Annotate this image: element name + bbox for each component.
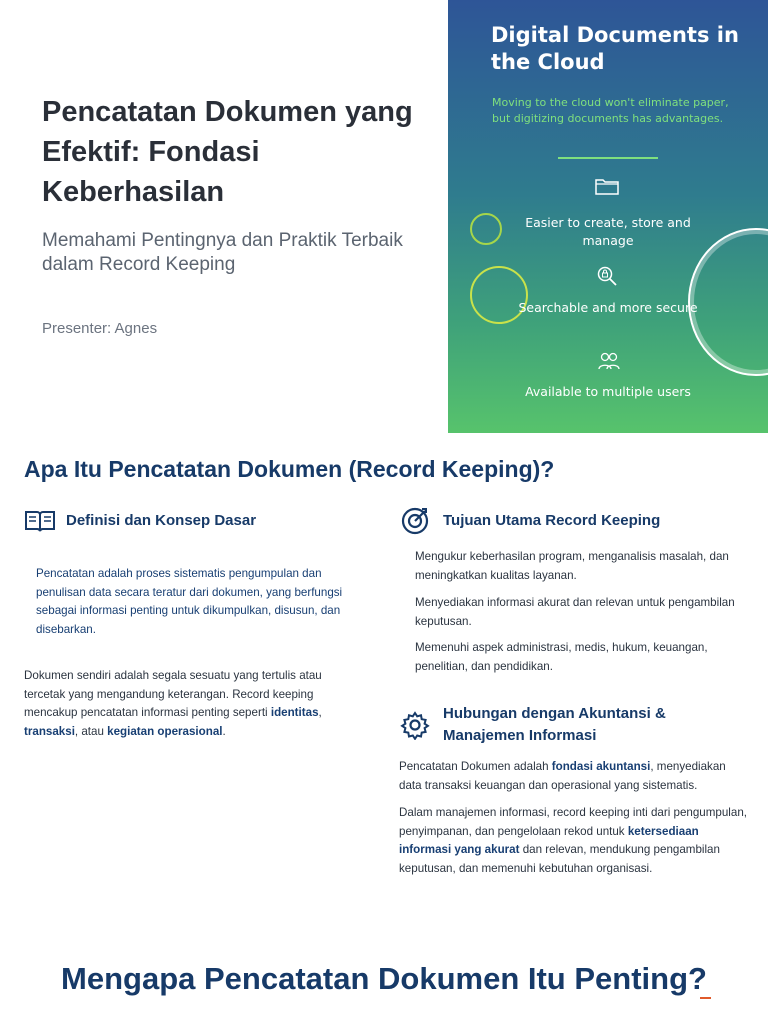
goal-item: Memenuhi aspek administrasi, medis, hukum, keuangan, penelitian, dan pendidikan. xyxy=(415,641,708,673)
infographic-item-create: Easier to create, store and manage xyxy=(525,215,691,248)
keyword-fondasi-akuntansi: fondasi akuntansi xyxy=(551,760,651,773)
keyword-ketersediaan-informasi: ketersediaan informasi yang akurat xyxy=(399,824,699,856)
definition-heading: Definisi dan Konsep Dasar xyxy=(66,512,257,529)
relation-text-4: dan relevan, mendukung pengambilan keputusan, dan memenuhi kebutuhan organisasi. xyxy=(399,843,720,875)
presenter-label: Presenter: Agnes xyxy=(42,320,158,337)
page-subtitle: Memahami Pentingnya dan Praktik Terbaik dalam Record Keeping xyxy=(42,230,403,275)
cloud-infographic xyxy=(448,0,768,433)
relation-text-3: Dalam manajemen informasi, record keeping inti dari pengumpulan, penyimpanan, dan pengelolaan rekod untuk xyxy=(399,806,747,838)
definition-paragraph-1: Pencatatan adalah proses sistematis pengumpulan dan penulisan data secara teratur dari dokumen, yang berfungsi sebagai informasi penting untuk dikumpulkan, disusun, dan disebarkan. xyxy=(36,567,343,636)
decorative-ring-small xyxy=(470,213,502,245)
infographic-lead: Moving to the cloud won't eliminate paper, but digitizing documents has advantages. xyxy=(492,96,729,125)
folder-icon xyxy=(594,176,620,201)
page-title: Pencatatan Dokumen yang Efektif: Fondasi Keberhasilan xyxy=(42,96,413,208)
target-icon xyxy=(400,506,430,541)
goal-item: Menyediakan informasi akurat dan relevan untuk pengambilan keputusan. xyxy=(415,596,735,628)
keyword-kegiatan-operasional: kegiatan operasional xyxy=(107,724,223,738)
infographic-title: Digital Documents in the Cloud xyxy=(491,23,739,74)
goals-heading: Tujuan Utama Record Keeping xyxy=(443,512,661,529)
keyword-transaksi: transaksi xyxy=(24,724,75,738)
infographic-item-users: Available to multiple users xyxy=(525,384,691,399)
accent-underline xyxy=(700,997,711,999)
relation-heading: Hubungan dengan Akuntansi & Manajemen Informasi xyxy=(443,705,666,744)
definition-paragraph-2 xyxy=(24,667,342,741)
users-icon xyxy=(596,351,622,376)
section-title: Apa Itu Pencatatan Dokumen (Record Keeping)? xyxy=(24,456,555,482)
relation-text-2: , menyediakan data transaksi keuangan dan operasional yang sistematis. xyxy=(399,760,726,792)
definition-text-4: . xyxy=(222,724,226,738)
gear-icon xyxy=(400,710,430,745)
goal-item: Mengukur keberhasilan program, menganalisis masalah, dan meningkatkan kualitas layanan. xyxy=(415,550,729,582)
relation-text-1: Pencatatan Dokumen adalah xyxy=(399,760,552,773)
definition-text-3: , atau xyxy=(74,724,108,738)
definition-text-1: Dokumen sendiri adalah segala sesuatu yang tertulis atau tercetak yang mengandung keterangan. Record keeping mencakup pencatatan informasi penting seperti xyxy=(24,669,322,719)
definition-text-2: , xyxy=(318,706,322,719)
infographic-divider xyxy=(558,157,658,159)
relation-paragraph-2 xyxy=(399,804,749,878)
relation-paragraph-1 xyxy=(399,758,749,795)
lock-search-icon xyxy=(596,265,618,292)
next-section-title: Mengapa Pencatatan Dokumen Itu Penting? xyxy=(61,961,707,996)
book-icon xyxy=(24,509,56,538)
infographic-item-search: Searchable and more secure xyxy=(518,300,698,315)
keyword-identitas: identitas xyxy=(270,706,319,719)
